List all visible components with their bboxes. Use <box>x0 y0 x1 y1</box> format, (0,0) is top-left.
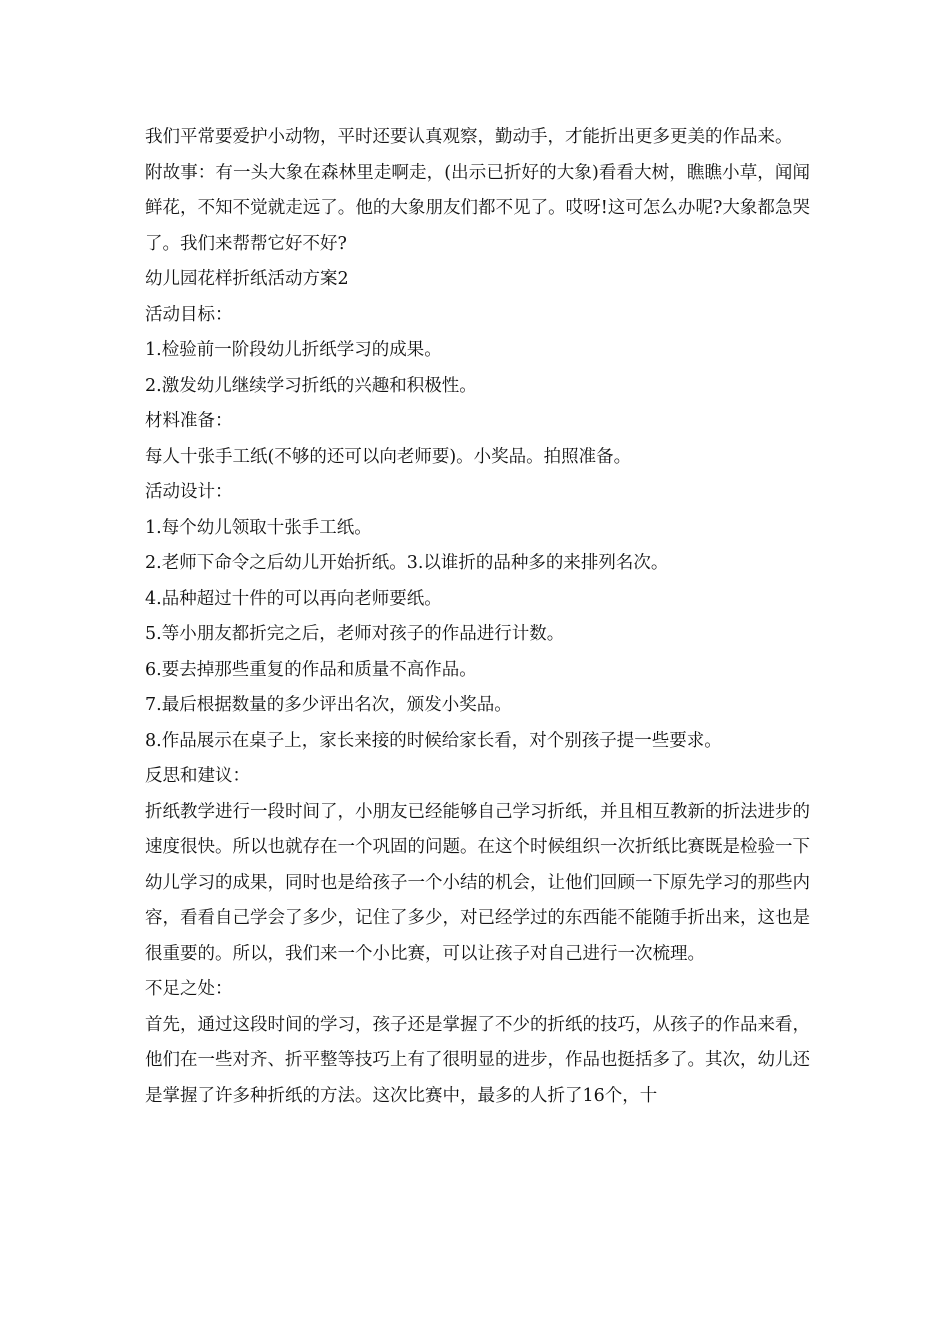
paragraph-reflection: 折纸教学进行一段时间了，小朋友已经能够自己学习折纸，并且相互教新的折法进步的速度很快。所以也就存在一个巩固的问题。在这个时候组织一次折纸比赛既是检验一下幼儿学习的成果，同时也是给孩子一个小结的机会，让他们回顾一下原先学习的那些内容，看看自己学会了多少，记住了多少，对已经学过的东西能不能随手折出来，这也是很重要的。所以，我们来一个小比赛，可以让孩子对自己进行一次梳理。 <box>145 801 810 964</box>
design-item: 5.等小朋友都折完之后，老师对孩子的作品进行计数。 <box>145 624 565 644</box>
heading-shortcomings: 不足之处： <box>145 979 233 999</box>
design-item: 2.老师下命令之后幼儿开始折纸。3.以谁折的品种多的来排列名次。 <box>145 553 669 573</box>
design-item: 1.每个幼儿领取十张手工纸。 <box>145 517 372 538</box>
design-item: 4.品种超过十件的可以再向老师要纸。 <box>145 588 442 609</box>
heading-design: 活动设计： <box>145 482 233 502</box>
heading-reflection: 反思和建议： <box>145 766 250 786</box>
heading-goals: 活动目标： <box>145 304 233 325</box>
paragraph-conclusion: 我们平常要爱护小动物，平时还要认真观察，勤动手，才能折出更多更美的作品来。 <box>145 127 793 147</box>
section-title: 幼儿园花样折纸活动方案2 <box>145 269 349 289</box>
heading-materials: 材料准备： <box>145 411 233 431</box>
goal-item: 1.检验前一阶段幼儿折纸学习的成果。 <box>145 340 442 360</box>
materials-text: 每人十张手工纸(不够的还可以向老师要)。小奖品。拍照准备。 <box>145 446 632 467</box>
document-body <box>145 120 810 1114</box>
design-item: 8.作品展示在桌子上，家长来接的时候给家长看，对个别孩子提一些要求。 <box>145 730 722 751</box>
paragraph-story: 附故事：有一头大象在森林里走啊走，(出示已折好的大象)看看大树，瞧瞧小草，闻闻鲜花，不知不觉就走远了。他的大象朋友们都不见了。哎呀!这可怎么办呢?大象都急哭了。我们来帮帮它好不好? <box>145 162 810 254</box>
paragraph-shortcomings: 首先，通过这段时间的学习，孩子还是掌握了不少的折纸的技巧，从孩子的作品来看，他们在一些对齐、折平整等技巧上有了很明显的进步，作品也挺括多了。其次，幼儿还是掌握了许多种折纸的方法。这次比赛中，最多的人折了16个，十 <box>145 1014 810 1106</box>
design-item: 6.要去掉那些重复的作品和质量不高作品。 <box>145 659 477 680</box>
goal-item: 2.激发幼儿继续学习折纸的兴趣和积极性。 <box>145 375 477 396</box>
design-item: 7.最后根据数量的多少评出名次，颁发小奖品。 <box>145 695 512 715</box>
